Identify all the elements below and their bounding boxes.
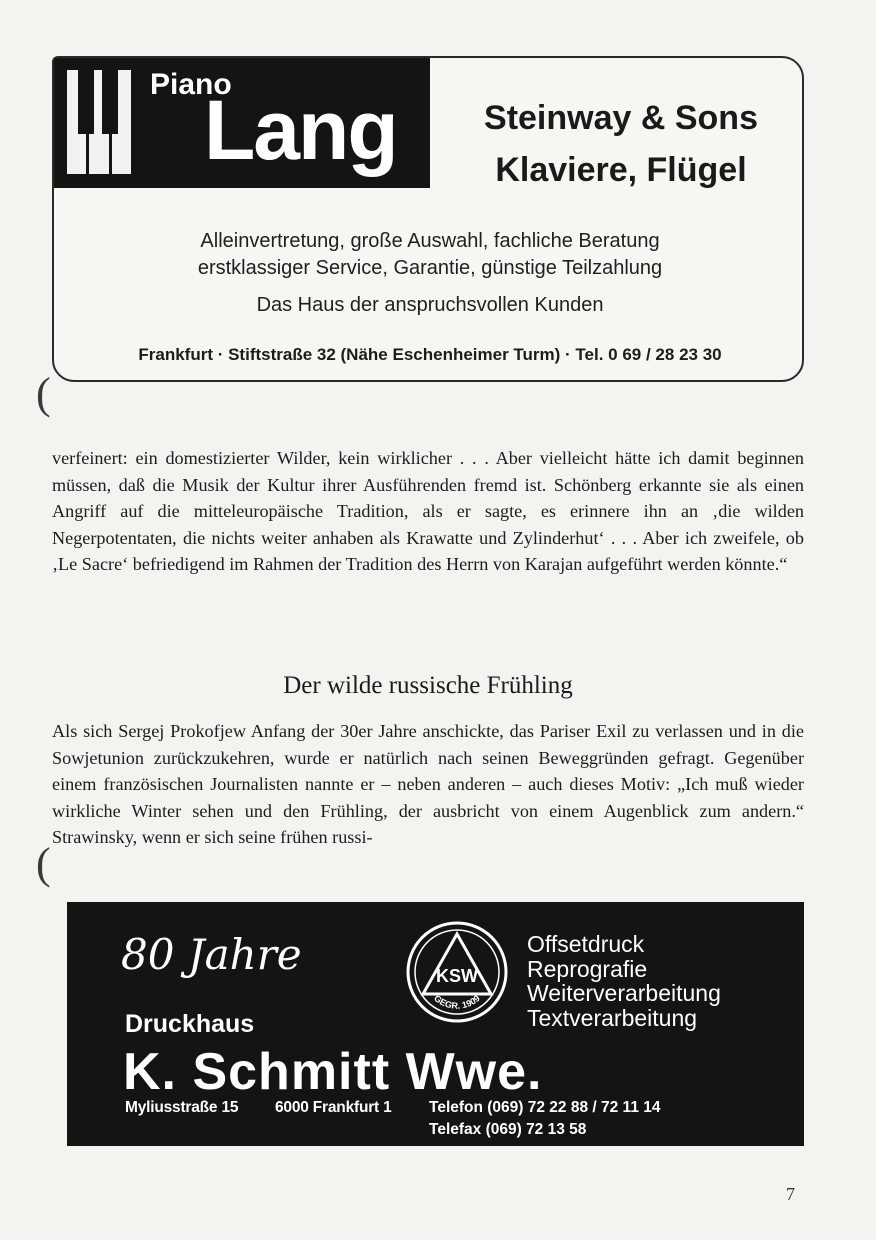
ad-slogan: Das Haus der anspruchsvollen Kunden [256, 294, 604, 316]
ad-text-line-2: erstklassiger Service, Garantie, günstige Teilzahlung [197, 257, 663, 279]
service-item: Weiterverarbeitung [527, 980, 721, 1006]
margin-bracket-mark: ( [36, 839, 51, 888]
company-street: Myliusstraße 15 [125, 1099, 239, 1116]
piano-lang-logo [54, 58, 430, 188]
anniversary-text: 80 Jahre [121, 930, 302, 979]
piano-lang-advertisement [52, 56, 804, 382]
section-heading: Der wilde russische Frühling [283, 672, 573, 699]
service-item: Reprografie [527, 955, 648, 982]
ad-text-line-1: Alleinvertretung, große Auswahl, fachliche Beratung [200, 230, 660, 252]
logo-word-piano: Piano [150, 68, 232, 101]
company-phone: Telefon (069) 72 22 88 / 72 11 14 [429, 1099, 661, 1116]
ad-address: Frankfurt · Stiftstraße 32 (Nähe Eschenheimer Turm) · Tel. 0 69 / 28 23 30 [138, 345, 722, 364]
logo-word-lang: Lang [204, 83, 397, 177]
service-item: Textverarbeitung [527, 1004, 698, 1031]
service-item: Offsetdruck [527, 931, 645, 957]
seal-letters: KSW [436, 966, 478, 986]
druckhaus-label: Druckhaus [125, 1010, 255, 1038]
company-city: 6000 Frankfurt 1 [275, 1099, 392, 1116]
article-paragraph-1: verfeinert: ein domestizierter Wilder, kein wirklicher . . . Aber vielleicht hätte ich damit beginnen müssen, daß die Musik der Kultur ihrer Ausführenden fremd ist. Schönberg erkannte sie als einen Angriff auf die mitteleuropäische Tradition, als er sagte, es erinnere ihn an ‚die wilden Negerpotentaten, die nichts weiter anhaben als Krawatte und Zylinderhut‘ . . . Aber ich zweifele, ob ‚Le Sacre‘ befriedigend im Rahmen der Tradition des Herrn von Karajan aufgeführt werden könnte.“ [52, 448, 804, 575]
brand-block [436, 92, 806, 196]
ksw-seal-icon [405, 920, 509, 1024]
brand-steinway: Steinway & Sons [484, 99, 758, 137]
company-name: K. Schmitt Wwe. [123, 1043, 543, 1101]
brand-pianos: Klaviere, Flügel [495, 151, 747, 189]
seal-founded-text: GEGR. 1909 [432, 993, 482, 1011]
page-number: 7 [786, 1184, 795, 1204]
margin-bracket-mark: ( [36, 369, 51, 418]
article-paragraph-2: Als sich Sergej Prokofjew Anfang der 30er Jahre anschickte, das Pariser Exil zu verlassen und in die Sowjetunion zurückzukehren, wurde er natürlich nach seinen Beweggründen gefragt. Gegenüber einem französischen Journalisten nannte er – neben anderen – auch dieses Motiv: „Ich muß wieder wirkliche Winter sehen und den Frühling, der ausbricht von einem Augenblick zum andern.“ Strawinsky, wenn er sich seine frühen russi- [52, 721, 804, 848]
services-list [527, 932, 721, 1030]
druckhaus-advertisement [67, 902, 804, 1146]
piano-keys-icon [64, 70, 134, 174]
company-fax: Telefax (069) 72 13 58 [429, 1121, 587, 1138]
